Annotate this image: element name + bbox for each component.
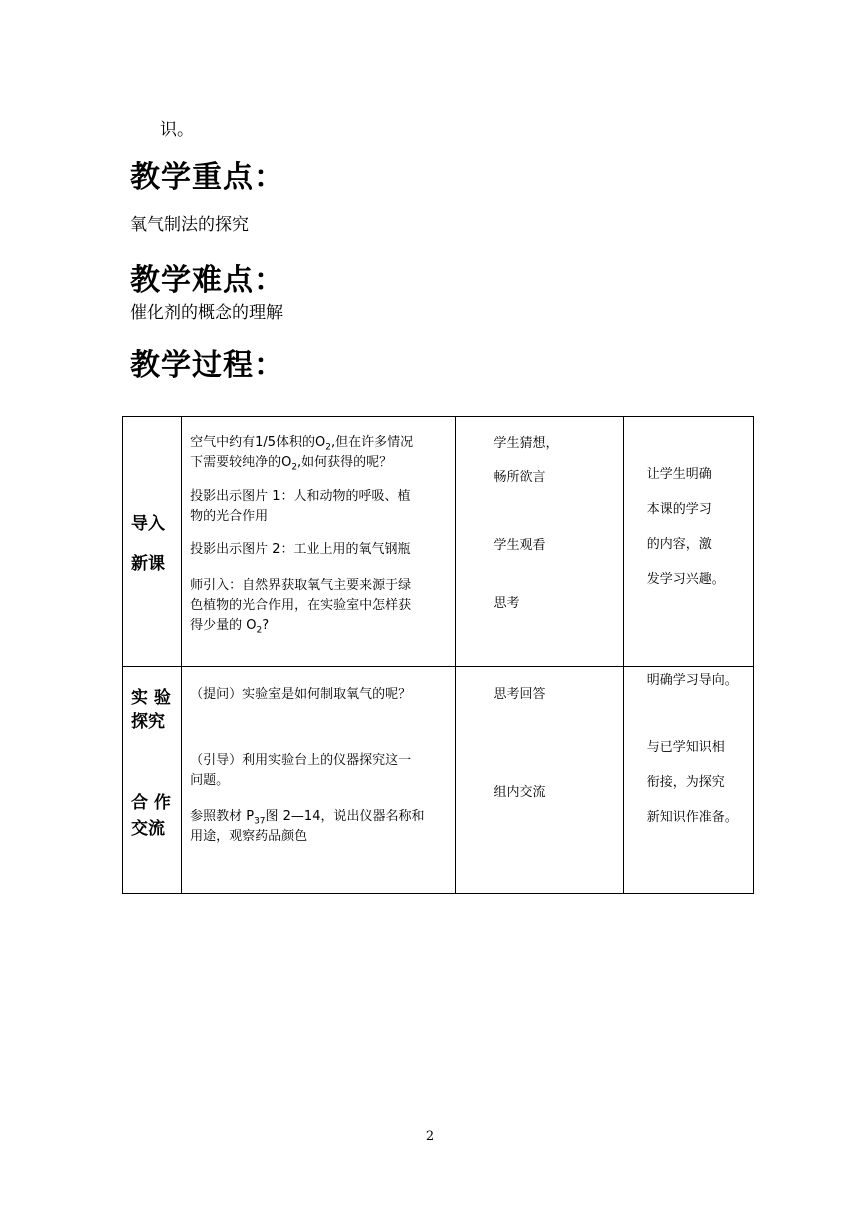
stage-label: 合 作: [131, 793, 171, 813]
student-text: 思考回答: [493, 687, 546, 702]
intent-text: 的内容，激: [646, 537, 712, 552]
stage-label: 导入: [131, 514, 165, 534]
intent-text: 与已学知识相: [646, 740, 725, 755]
heading-teaching-difficulty: 教学难点：: [130, 263, 285, 298]
intent-text: 让学生明确: [646, 467, 712, 482]
student-activity-cell: [455, 417, 623, 667]
heading-teaching-focus: 教学重点：: [130, 160, 285, 195]
lesson-process-table: [122, 416, 754, 894]
intent-text: 发学习兴趣。: [646, 572, 725, 587]
page-number: 2: [425, 1129, 435, 1144]
teacher-activity-cell: [182, 417, 455, 667]
stage-label: 实 验: [131, 688, 171, 708]
student-text: 思考: [493, 596, 520, 611]
intent-text: 本课的学习: [646, 502, 712, 517]
teaching-focus-text: 氧气制法的探究: [130, 215, 249, 235]
teacher-activity-cell: [182, 667, 455, 894]
student-text: 学生猜想，: [493, 436, 559, 451]
intent-text: 衔接，为探究: [646, 775, 725, 790]
stage-label: 交流: [131, 819, 165, 839]
teaching-difficulty-text: 催化剂的概念的理解: [130, 303, 283, 323]
teacher-text: （提问）实验室是如何制取氧气的呢？: [190, 687, 412, 702]
student-text: 学生观看: [493, 538, 546, 553]
design-intent-cell: [623, 667, 753, 894]
intent-text: 明确学习导向。: [646, 673, 738, 688]
stage-cell: [123, 417, 182, 667]
table-row: [123, 667, 754, 894]
table-row: [123, 417, 754, 667]
teacher-text: 空气中约有1/5体积的$O_2$,但在许多情况 下需要较纯净的$O_2$,如何获得的呢？: [190, 435, 414, 473]
stage-label: 新课: [131, 554, 165, 574]
stage-label: 探究: [131, 712, 165, 732]
student-text: 畅所欲言: [493, 470, 546, 485]
teacher-text: 投影出示图片 2：工业上用的氧气钢瓶: [190, 542, 411, 557]
design-intent-cell: [623, 417, 753, 667]
heading-teaching-process: 教学过程：: [130, 348, 285, 383]
teacher-text: （引导）利用实验台上的仪器探究这一 问题。: [190, 753, 412, 788]
teacher-text: 投影出示图片 1：人和动物的呼吸、植 物的光合作用: [190, 489, 411, 524]
intent-text: 新知识作准备。: [646, 810, 738, 825]
student-text: 组内交流: [493, 785, 546, 800]
continued-text: 识。: [160, 120, 194, 140]
student-activity-cell: [455, 667, 623, 894]
teacher-text: 参照教材 $P_{37}$图 2—14，说出仪器名称和 用途，观察药品颜色: [190, 809, 425, 844]
stage-cell: [123, 667, 182, 894]
teacher-text: 师引入：自然界获取氧气主要来源于绿 色植物的光合作用，在实验室中怎样获 得少量的 $O_2$?: [190, 578, 412, 636]
